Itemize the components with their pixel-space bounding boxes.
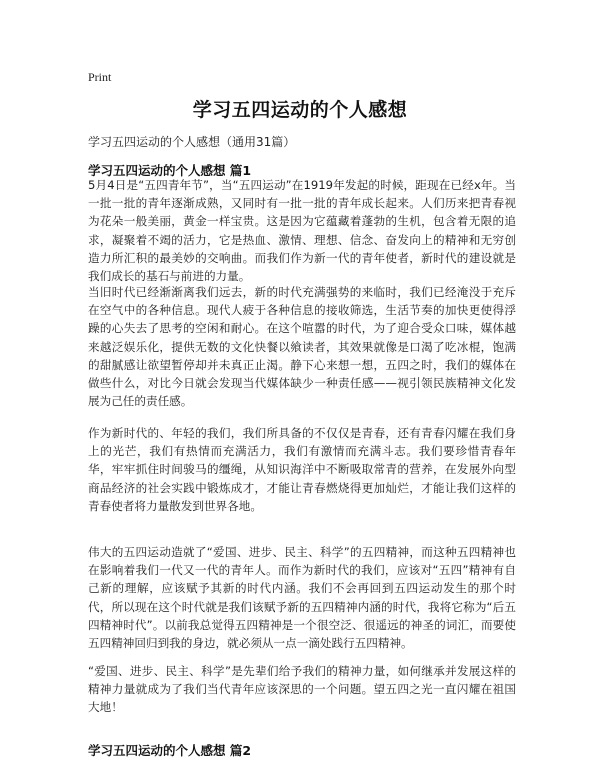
document-title: 学习五四运动的个人感想 bbox=[192, 99, 408, 121]
document-subtitle: 学习五四运动的个人感想（通用31篇） bbox=[88, 135, 296, 149]
paragraph: “爱国、进步、民主、科学”是先辈们给予我们的精神力量，如何继承并发展这样的精神力量就成为了我们当代青年应该深思的一个问题。望五四之光一直闪耀在祖国大地！ bbox=[88, 664, 516, 715]
paragraph: 当旧时代已经渐渐离我们远去，新的时代充满强势的来临时，我们已经淹没于充斥在空气中的各种信息。现代人疲于各种信息的接收筛选，生活节奏的加快更使得浮躁的心失去了思考的空闲和耐心。在这个喧嚣的时代，为了迎合受众口味，媒体越来越泛娱乐化，提供无数的文化快餐以飨读者，其效果就像是口渴了吃冰棍，饱满的甜腻感让欲望暂停却并未真正止渴。静下心来想一想，五四之时，我们的媒体在做些什么，对比今日就会发现当代媒体缺少一种责任感——视引领民族精神文化发展为己任的责任感。 bbox=[88, 285, 516, 409]
paragraph: 伟大的五四运动造就了“爱国、进步、民主、科学”的五四精神，而这种五四精神也在影响着我们一代又一代的青年人。而作为新时代的我们，应该对“五四”精神有自己新的理解，应该赋予其新的时代内涵。我们不会再回到五四运动发生的那个时代，所以现在这个时代就是我们该赋予新的五四精神内涵的时代，我将它称为“后五四精神时代”。以前我总觉得五四精神是一个很空泛、很遥远的神圣的词汇，而要使五四精神回归到我的身边，就必须从一点一滴处践行五四精神。 bbox=[88, 545, 516, 651]
paragraph: 作为新时代的、年轻的我们，我们所具备的不仅仅是青春，还有青春闪耀在我们身上的光芒，我们有热情而充满活力，我们有激情而充满斗志。我们要珍惜青春年华，牢牢抓住时间骏马的缰绳，从知识海洋中不断吸取常青的营养，在发展外向型商品经济的社会实践中锻炼成才，才能让青春燃烧得更加灿烂，才能让我们这样的青春使者将力量散发到世界各地。 bbox=[88, 426, 516, 513]
paragraph: 5月4日是“五四青年节”，当“五四运动”在1919年发起的时候，距现在已经x年。当一批一批的青年逐渐成熟，又同时有一批一批的青年成长起来。人们历来把青春视为花朵一般美丽，黄金一样宝贵。这是因为它蕴藏着蓬勃的生机，包含着无限的追求，凝聚着不竭的活力，它是热血、激情、理想、信念、奋发向上的精神和无穷创造力所汇积的最美妙的交响曲。而我们作为新一代的青年使者，新时代的建设就是我们成长的基石与前进的力量。 bbox=[88, 178, 516, 284]
print-label[interactable]: Print bbox=[88, 70, 112, 84]
section-heading: 学习五四运动的个人感想 篇2 bbox=[88, 743, 252, 758]
section-heading: 学习五四运动的个人感想 篇1 bbox=[88, 163, 252, 178]
